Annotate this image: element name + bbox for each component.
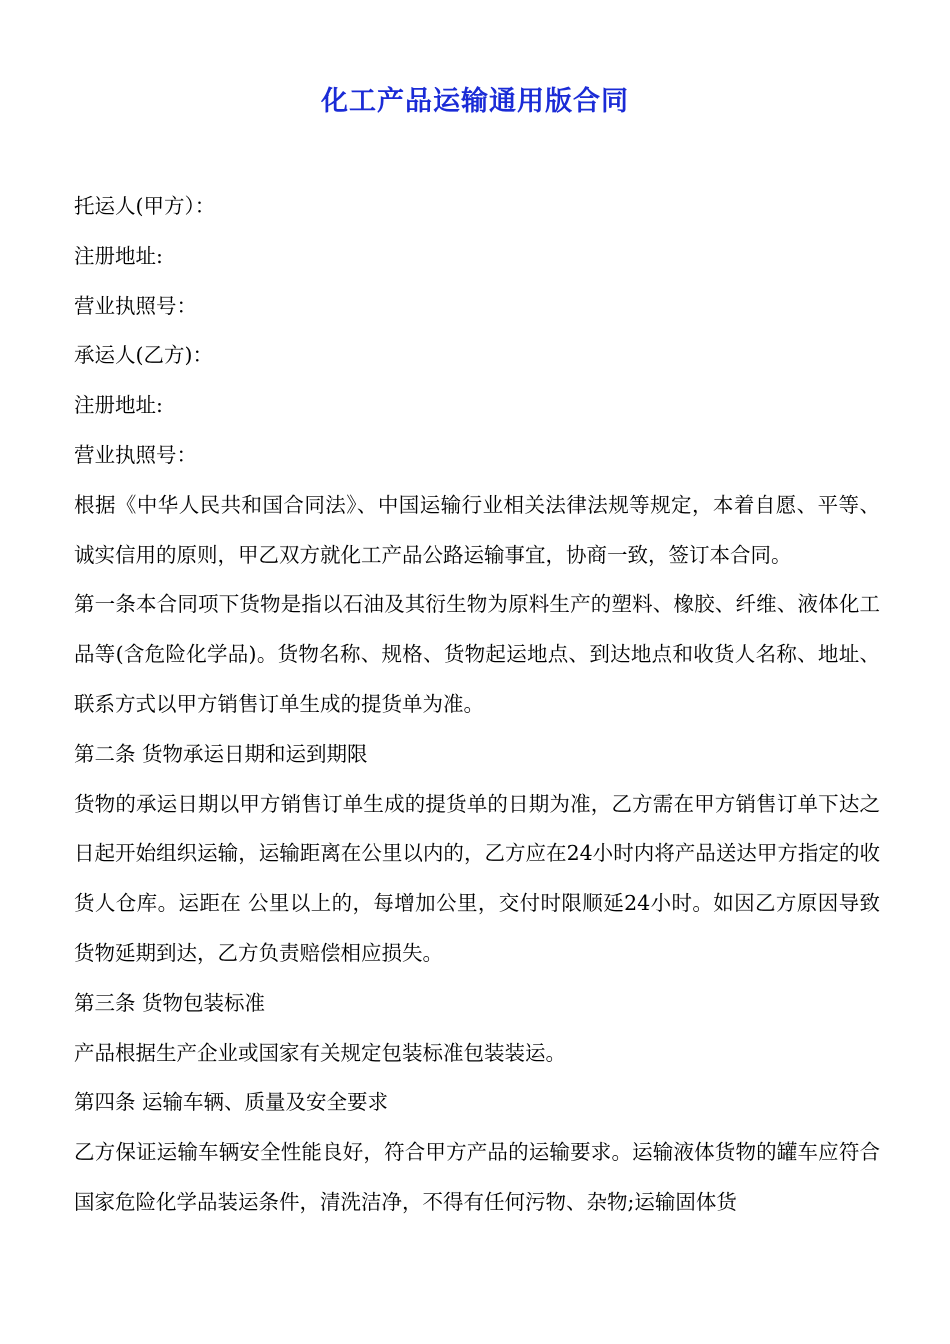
article-4-heading: 第四条 运输车辆、质量及安全要求 [74,1090,389,1115]
shipper-license-label: 营业执照号： [74,293,197,318]
preamble-paragraph: 根据《中华人民共和国合同法》、中国运输行业相关法律法规等规定，本着自愿、平等、诚实信用的原则，甲乙双方就化工产品公路运输事宜，协商一致，签订本合同。 [74,492,880,567]
article-3-paragraph: 产品根据生产企业或国家有关规定包装标准包装装运。 [74,1040,566,1065]
carrier-address-label: 注册地址: [74,393,163,418]
carrier-license-label: 营业执照号： [74,442,197,467]
shipper-address-label: 注册地址: [74,243,163,268]
shipper-label: 托运人(甲方）： [74,194,216,218]
article-1-paragraph: 第一条本合同项下货物是指以石油及其衍生物为原料生产的塑料、橡胶、纤维、液体化工品等(含危险化学品)。货物名称、规格、货物起运地点、到达地点和收货人名称、地址、联系方式以甲方销售订单生成的提货单为准。 [74,592,880,716]
article-2-heading: 第二条 货物承运日期和运到期限 [74,741,368,766]
document-title: 化工产品运输通用版合同 [321,86,629,117]
document-body [74,182,880,1228]
article-2-paragraph: 货物的承运日期以甲方销售订单生成的提货单的日期为准，乙方需在甲方销售订单下达之日起开始组织运输，运输距离在公里以内的，乙方应在24小时内将产品送达甲方指定的收货人仓库。运距在 公里以上的，每增加公里，交付时限顺延24小时。如因乙方原因导致货物延期到达，乙方负责赔偿相应损失。 [74,791,880,965]
carrier-label: 承运人(乙方)： [74,343,213,368]
article-4-paragraph: 乙方保证运输车辆安全性能良好，符合甲方产品的运输要求。运输液体货物的罐车应符合国家危险化学品装运条件，清洗洁净，不得有任何污物、杂物;运输固体货 [74,1140,880,1214]
article-3-heading: 第三条 货物包装标准 [74,990,266,1015]
